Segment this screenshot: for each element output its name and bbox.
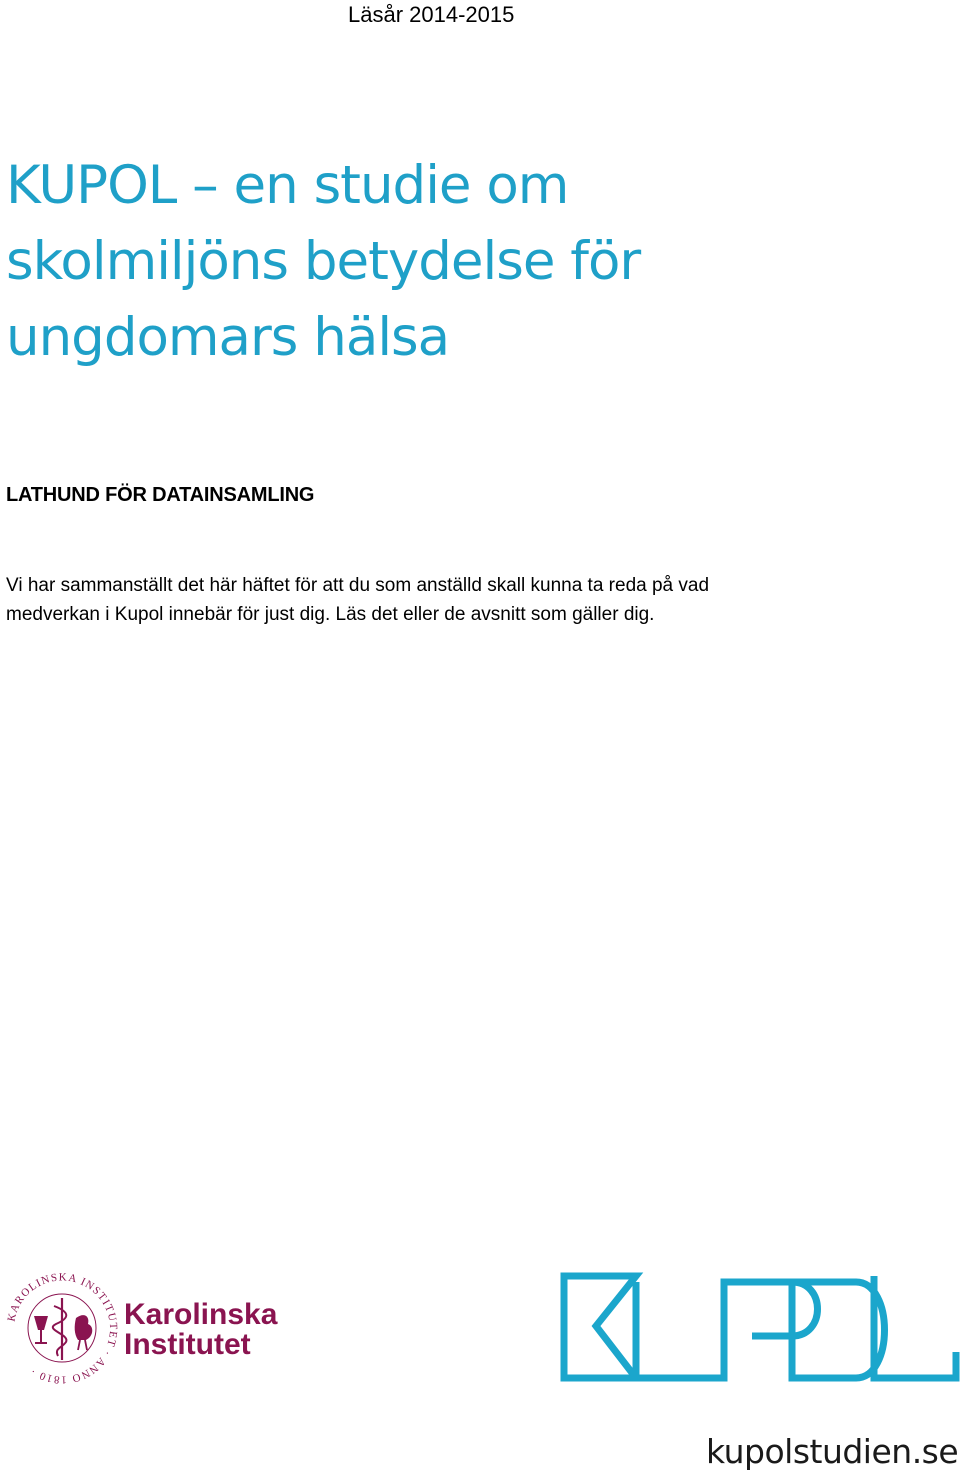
title-line-3: ungdomars hälsa (6, 307, 450, 368)
intro-line-1: Vi har sammanställt det här häftet för att du som anställd skall kunna ta reda på vad (6, 575, 710, 596)
kupol-letter-u (636, 1282, 724, 1378)
kupol-letter-p (724, 1282, 818, 1378)
intro-paragraph (6, 571, 946, 629)
section-heading: LATHUND FÖR DATAINSAMLING (6, 484, 315, 506)
ki-seal-text: KAROLINSKA INSTITUTET · ANNO 1810 · (5, 1271, 120, 1386)
title-line-1: KUPOL – en studie om (6, 155, 569, 216)
intro-line-2: medverkan i Kupol innebär för just dig. Läs det eller de avsnitt som gäller dig. (6, 604, 655, 625)
ki-name-line-2: Institutet (124, 1328, 251, 1361)
ki-seal-icon (5, 1271, 119, 1385)
kupol-letter-k (564, 1276, 636, 1378)
website-label: kupolstudien.se (706, 1432, 959, 1471)
school-year-label: Läsår 2014-2015 (348, 2, 515, 27)
karolinska-institutet-logo (0, 1268, 280, 1386)
title-line-2: skolmiljöns betydelse för (6, 231, 641, 292)
ki-name-line-1: Karolinska (124, 1298, 278, 1331)
kupol-logo (556, 1268, 960, 1384)
document-title (6, 148, 906, 376)
